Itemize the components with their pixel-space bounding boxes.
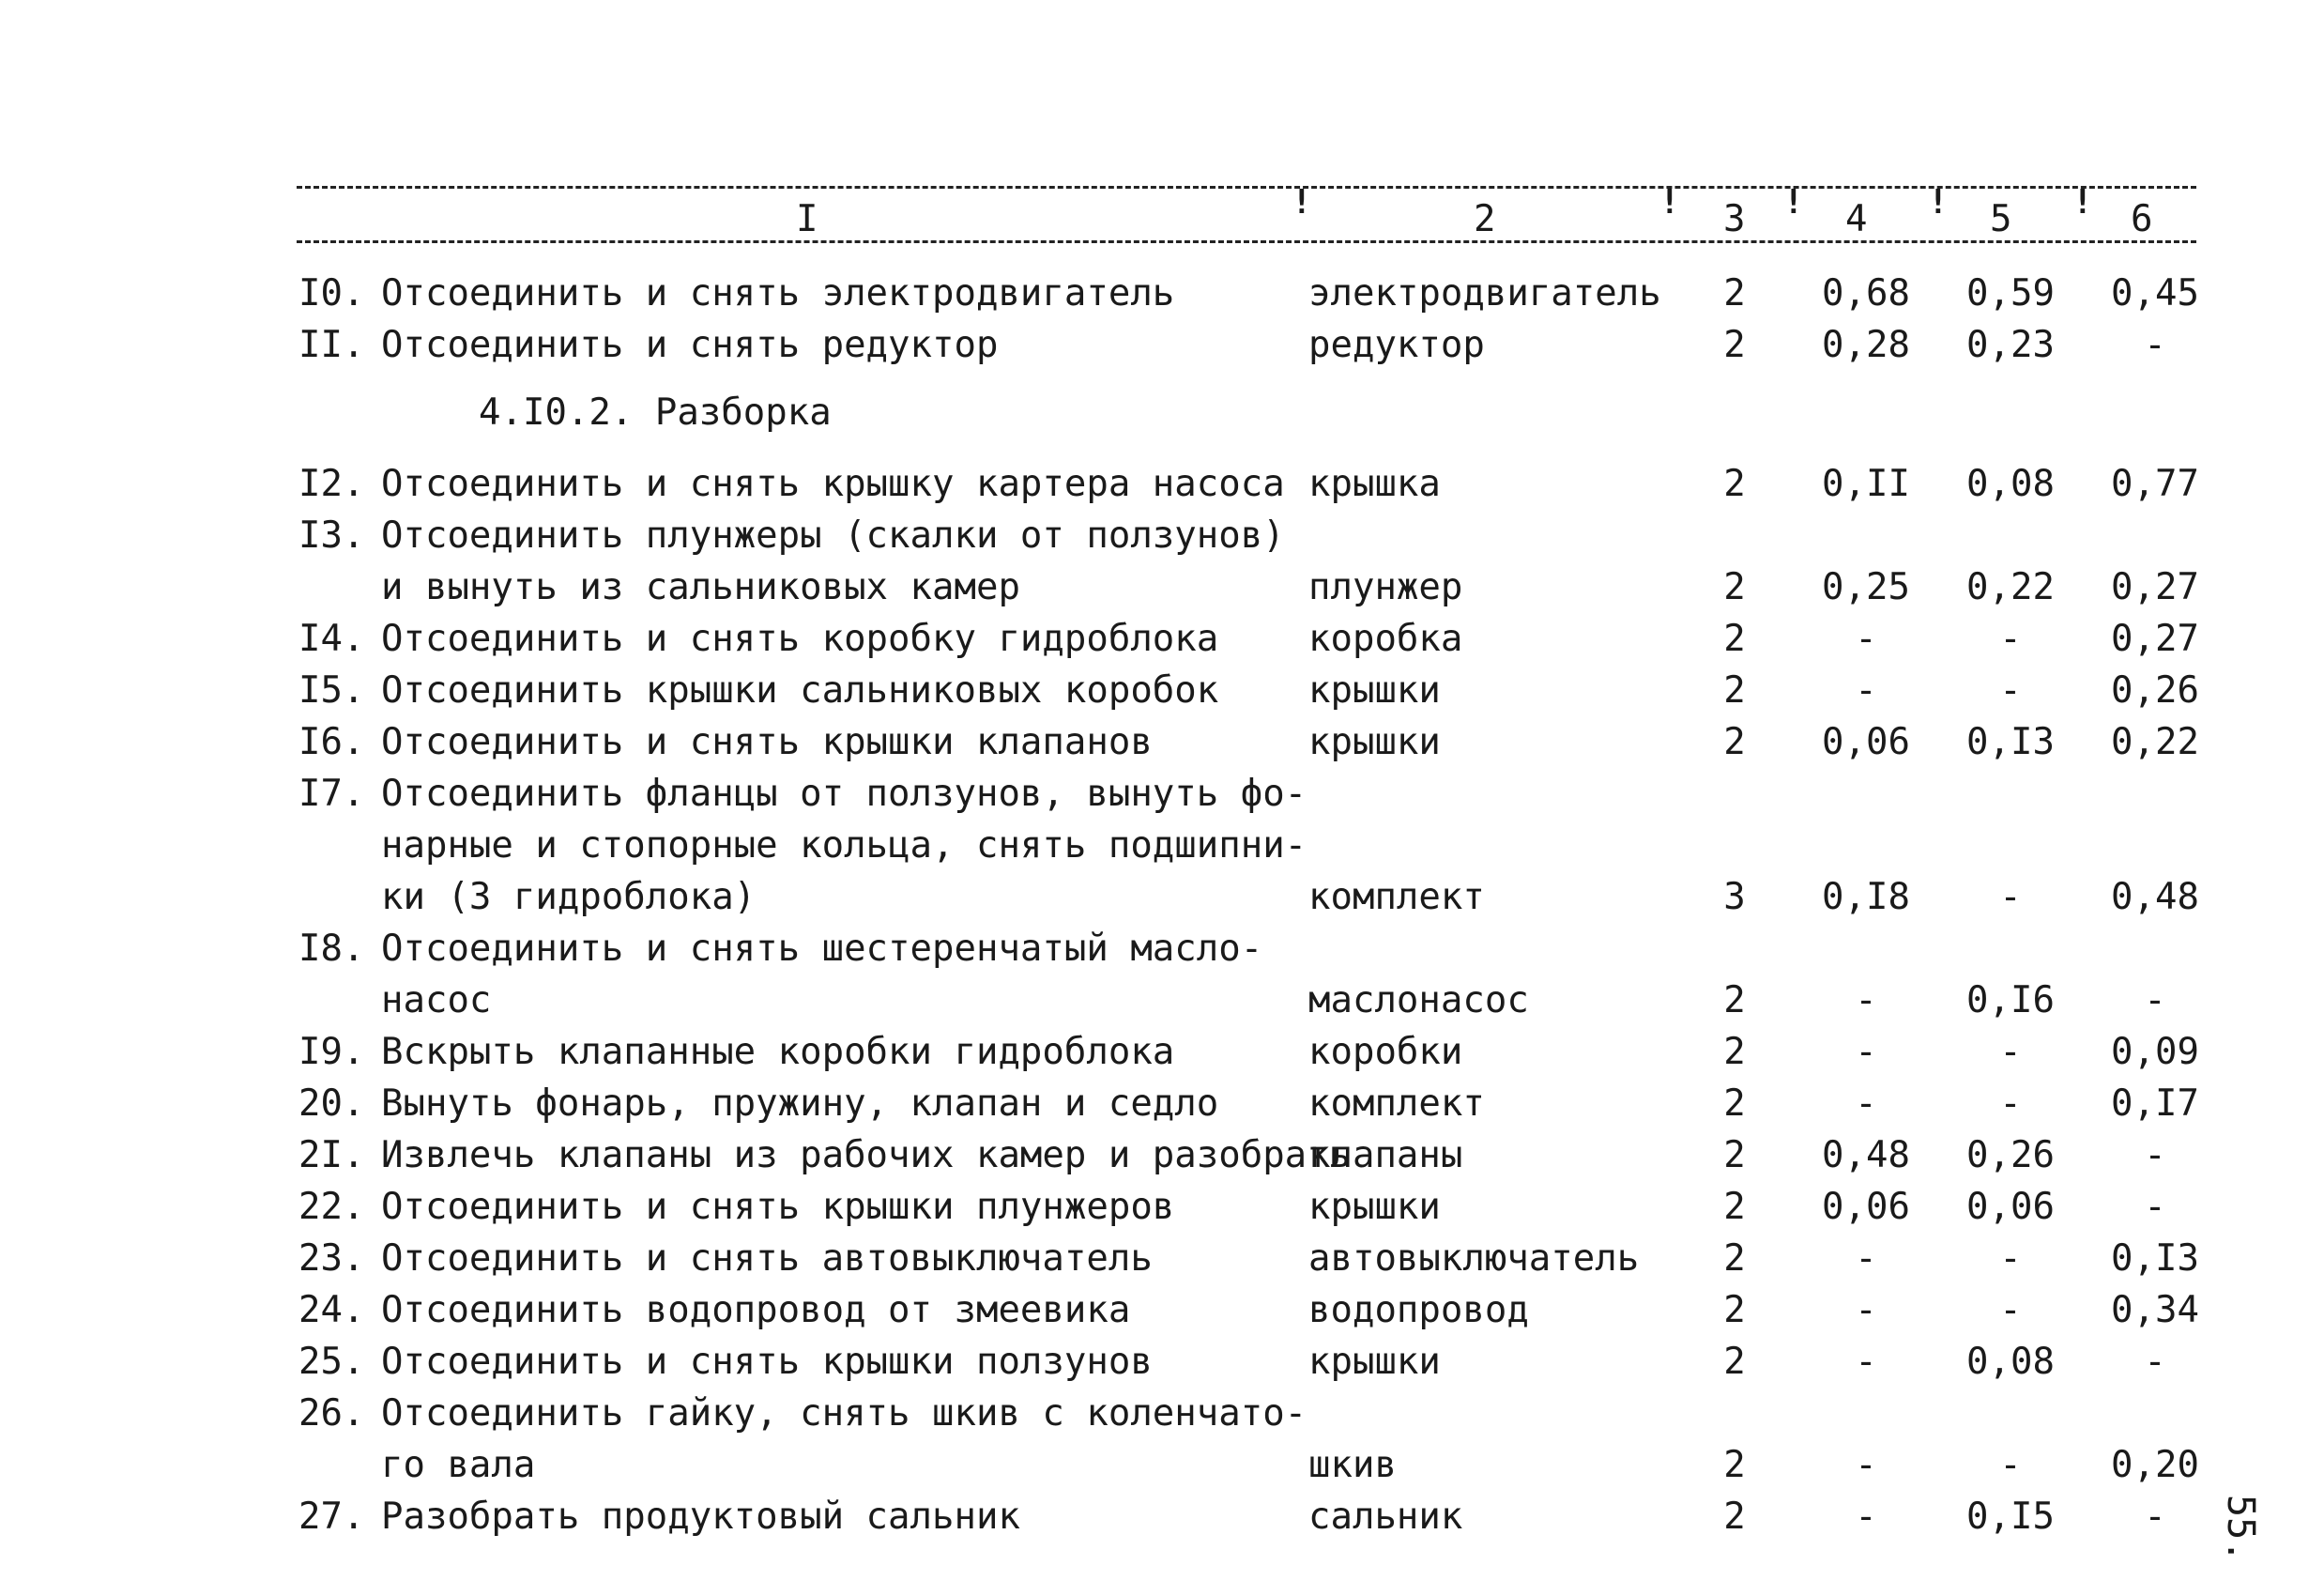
operation-text: Вскрыть клапанные коробки гидроблока [381,1031,1175,1073]
column-header-5: 5 [1990,198,2012,240]
column-3-value: 2 [1723,1237,1746,1280]
column-4-value: 0,II [1822,463,1910,505]
column-separator: ! [1783,183,1804,222]
column-separator: ! [1292,183,1312,222]
operation-text: Отсоединить водопровод от змеевика [381,1289,1131,1331]
row-number: I0. [298,272,365,315]
object-name: крышки [1308,669,1441,712]
object-name: коробки [1308,1031,1463,1073]
table-row [0,974,2324,1026]
operation-text: Отсоединить гайку, снять шкив с коленчато- [381,1392,1307,1435]
column-6-value: - [2144,979,2166,1021]
operation-text: Отсоединить и снять автовыключатель [381,1237,1153,1280]
column-5-value: 0,I3 [1966,721,2055,763]
column-4-value: - [1855,1496,1877,1538]
column-6-value: 0,I3 [2111,1237,2199,1280]
table-row [0,923,2324,974]
column-5-value: - [1999,876,2022,918]
table-row [0,871,2324,923]
table-row [0,458,2324,510]
column-5-value: 0,59 [1966,272,2055,315]
page-number: 55. [2219,1495,2262,1563]
table-row [0,1233,2324,1284]
table-row [0,613,2324,665]
row-number: I4. [298,618,365,660]
table-row [0,1129,2324,1181]
column-3-value: 2 [1723,1134,1746,1176]
row-number: 22. [298,1186,365,1228]
operation-text: Вынуть фонарь, пружину, клапан и седло [381,1082,1219,1125]
row-number: I7. [298,773,365,815]
column-3-value: 2 [1723,669,1746,712]
column-4-value: - [1855,979,1877,1021]
object-name: крышки [1308,1341,1441,1383]
column-6-value: 0,26 [2111,669,2199,712]
column-header-3: 3 [1723,198,1746,240]
column-5-value: - [1999,1289,2022,1331]
table-row [0,1336,2324,1388]
column-3-value: 2 [1723,721,1746,763]
column-6-value: 0,34 [2111,1289,2199,1331]
object-name: редуктор [1308,324,1485,366]
table-row [0,268,2324,319]
column-separator: ! [2072,183,2093,222]
table-row [0,1284,2324,1336]
row-number: II. [298,324,365,366]
table-row [0,768,2324,820]
table-row [0,561,2324,613]
column-6-value: 0,22 [2111,721,2199,763]
column-6-value: 0,09 [2111,1031,2199,1073]
row-number: I3. [298,514,365,557]
column-4-value: - [1855,1237,1877,1280]
column-separator: ! [1659,183,1680,222]
column-6-value: - [2144,1134,2166,1176]
row-number: I5. [298,669,365,712]
table-row [0,1491,2324,1542]
operation-text: Извлечь клапаны из рабочих камер и разобрать [381,1134,1352,1176]
column-5-value: 0,06 [1966,1186,2055,1228]
table-row [0,820,2324,871]
row-number: I9. [298,1031,365,1073]
column-4-value: 0,28 [1822,324,1910,366]
column-4-value: 0,06 [1822,1186,1910,1228]
object-name: сальник [1308,1496,1463,1538]
column-4-value: - [1855,618,1877,660]
row-number: I8. [298,928,365,970]
row-number: 20. [298,1082,365,1125]
column-3-value: 2 [1723,1496,1746,1538]
object-name: плунжер [1308,566,1463,608]
column-5-value: 0,I6 [1966,979,2055,1021]
column-5-value: - [1999,1237,2022,1280]
row-number: 24. [298,1289,365,1331]
column-5-value: - [1999,1031,2022,1073]
column-6-value: - [2144,1341,2166,1383]
column-separator: ! [1928,183,1949,222]
column-3-value: 2 [1723,979,1746,1021]
column-5-value: - [1999,1082,2022,1125]
object-name: водопровод [1308,1289,1529,1331]
column-4-value: 0,06 [1822,721,1910,763]
column-5-value: 0,I5 [1966,1496,2055,1538]
row-number: 27. [298,1496,365,1538]
operation-text: и вынуть из сальниковых камер [381,566,1020,608]
operation-text: Разобрать продуктовый сальник [381,1496,1020,1538]
operation-text: Отсоединить и снять крышки плунжеров [381,1186,1175,1228]
operation-text: Отсоединить плунжеры (скалки от ползунов) [381,514,1285,557]
row-number: 25. [298,1341,365,1383]
column-header-1: I [796,198,818,240]
column-5-value: 0,22 [1966,566,2055,608]
operation-text: Отсоединить крышки сальниковых коробок [381,669,1219,712]
column-5-value: - [1999,669,2022,712]
object-name: крышки [1308,721,1441,763]
table-row [0,1439,2324,1491]
column-3-value: 2 [1723,1289,1746,1331]
column-3-value: 2 [1723,463,1746,505]
column-4-value: 0,25 [1822,566,1910,608]
operation-text: Отсоединить фланцы от ползунов, вынуть фо- [381,773,1307,815]
operation-text: Отсоединить и снять электродвигатель [381,272,1175,315]
table-row [0,1181,2324,1233]
operation-text: Отсоединить и снять коробку гидроблока [381,618,1219,660]
operation-text: го вала [381,1444,536,1486]
operation-text: ки (3 гидроблока) [381,876,757,918]
column-6-value: 0,77 [2111,463,2199,505]
operation-text: насос [381,979,492,1021]
header-bottom-rule [297,240,2196,243]
column-6-value: 0,I7 [2111,1082,2199,1125]
operation-text: Отсоединить и снять крышки клапанов [381,721,1153,763]
column-5-value: 0,08 [1966,463,2055,505]
column-6-value: 0,27 [2111,566,2199,608]
object-name: крышки [1308,1186,1441,1228]
column-3-value: 3 [1723,876,1746,918]
column-6-value: 0,27 [2111,618,2199,660]
column-5-value: - [1999,1444,2022,1486]
column-6-value: - [2144,1496,2166,1538]
row-number: I2. [298,463,365,505]
column-6-value: 0,45 [2111,272,2199,315]
table-row [0,1026,2324,1078]
table-row [0,1078,2324,1129]
operation-text: Отсоединить и снять крышку картера насоса [381,463,1285,505]
column-4-value: - [1855,1082,1877,1125]
object-name: коробка [1308,618,1463,660]
column-5-value: 0,08 [1966,1341,2055,1383]
column-3-value: 2 [1723,566,1746,608]
column-6-value: 0,20 [2111,1444,2199,1486]
row-number: 2I. [298,1134,365,1176]
header-top-rule [297,186,2196,189]
column-6-value: 0,48 [2111,876,2199,918]
column-5-value: - [1999,618,2022,660]
column-3-value: 2 [1723,324,1746,366]
object-name: комплект [1308,876,1485,918]
column-4-value: - [1855,1341,1877,1383]
column-6-value: - [2144,1186,2166,1228]
column-5-value: 0,26 [1966,1134,2055,1176]
object-name: клапаны [1308,1134,1463,1176]
row-number: 26. [298,1392,365,1435]
column-3-value: 2 [1723,1341,1746,1383]
operation-text: Отсоединить и снять крышки ползунов [381,1341,1153,1383]
table-row [0,716,2324,768]
column-header-4: 4 [1845,198,1868,240]
row-number: 23. [298,1237,365,1280]
column-5-value: 0,23 [1966,324,2055,366]
table-row [0,665,2324,716]
column-4-value: - [1855,669,1877,712]
section-subheading: 4.I0.2. Разборка [479,391,832,434]
object-name: крышка [1308,463,1441,505]
column-4-value: - [1855,1444,1877,1486]
column-3-value: 2 [1723,1031,1746,1073]
column-6-value: - [2144,324,2166,366]
object-name: шкив [1308,1444,1397,1486]
column-3-value: 2 [1723,1444,1746,1486]
object-name: электродвигатель [1308,272,1661,315]
column-4-value: 0,48 [1822,1134,1910,1176]
column-4-value: 0,68 [1822,272,1910,315]
column-header-2: 2 [1474,198,1496,240]
object-name: автовыключатель [1308,1237,1640,1280]
column-4-value: - [1855,1031,1877,1073]
column-3-value: 2 [1723,1186,1746,1228]
table-row [0,510,2324,561]
operation-text: Отсоединить и снять шестеренчатый масло- [381,928,1263,970]
row-number: I6. [298,721,365,763]
operation-text: нарные и стопорные кольца, снять подшипни- [381,824,1307,867]
column-header-6: 6 [2131,198,2153,240]
column-4-value: - [1855,1289,1877,1331]
object-name: комплект [1308,1082,1485,1125]
operation-text: Отсоединить и снять редуктор [381,324,999,366]
object-name: маслонасос [1308,979,1529,1021]
column-4-value: 0,I8 [1822,876,1910,918]
column-3-value: 2 [1723,1082,1746,1125]
column-3-value: 2 [1723,272,1746,315]
table-row [0,1388,2324,1439]
table-row [0,319,2324,371]
column-3-value: 2 [1723,618,1746,660]
